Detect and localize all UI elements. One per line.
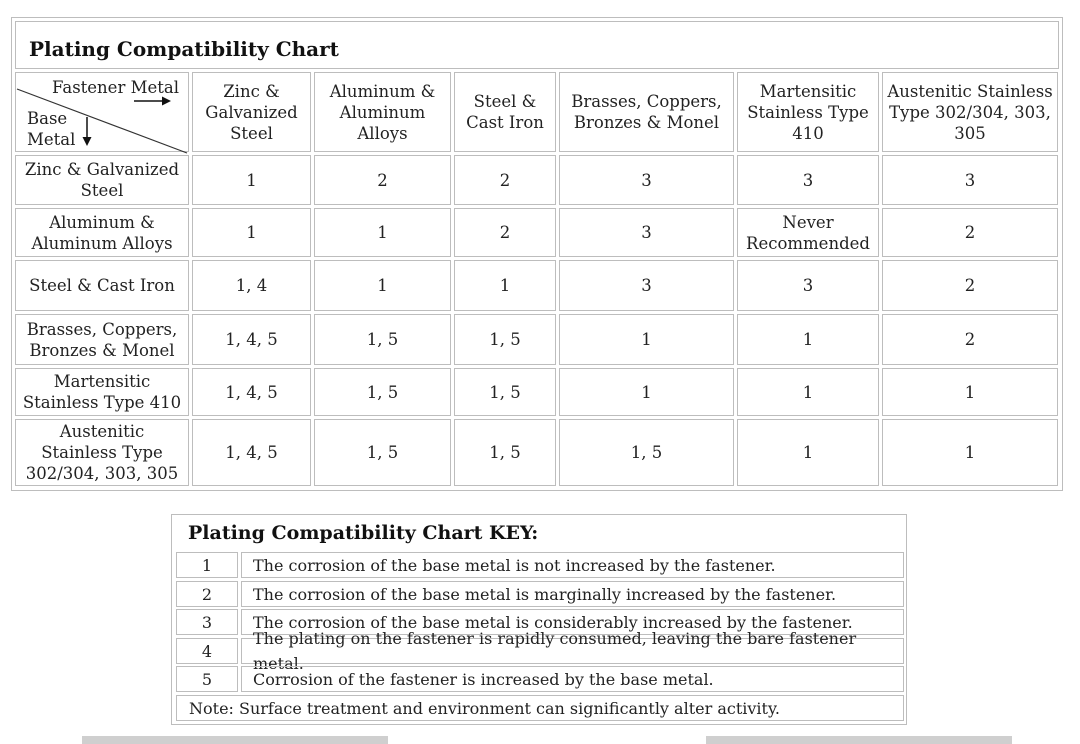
compatibility-value-cell: 1, 5 xyxy=(314,419,451,486)
compatibility-value-cell: 2 xyxy=(314,155,451,205)
key-title: Plating Compatibility Chart KEY: xyxy=(188,522,539,544)
column-header: Brasses, Coppers, Bronzes & Monel xyxy=(559,72,734,152)
compatibility-value-cell: 2 xyxy=(454,208,556,257)
row-header: Brasses, Coppers, Bronzes & Monel xyxy=(15,314,189,365)
compatibility-value-cell: 1, 5 xyxy=(314,368,451,416)
compatibility-value-cell: 1 xyxy=(314,208,451,257)
key-note: Note: Surface treatment and environment can significantly alter activity. xyxy=(176,695,904,721)
row-header: Aluminum & Aluminum Alloys xyxy=(15,208,189,257)
compatibility-value-cell: 1, 5 xyxy=(454,368,556,416)
compatibility-value-cell: 3 xyxy=(737,260,879,311)
base-metal-label-line1: Base xyxy=(27,109,68,128)
key-number: 4 xyxy=(176,638,238,664)
key-description: The corrosion of the base metal is not increased by the fastener. xyxy=(241,552,904,578)
fastener-metal-label: Fastener Metal xyxy=(52,78,179,97)
row-header: Steel & Cast Iron xyxy=(15,260,189,311)
compatibility-value-cell: 1 xyxy=(559,314,734,365)
compatibility-value-cell: 1, 5 xyxy=(454,314,556,365)
row-header: Martensitic Stainless Type 410 xyxy=(15,368,189,416)
base-metal-label-line2: Metal xyxy=(27,130,76,149)
compatibility-value-cell: 1 xyxy=(192,208,311,257)
compatibility-value-cell: 2 xyxy=(882,208,1058,257)
compatibility-value-cell: 1, 5 xyxy=(314,314,451,365)
row-header: Austenitic Stainless Type 302/304, 303, 305 xyxy=(15,419,189,486)
compatibility-value-cell: 1 xyxy=(737,314,879,365)
corner-header-cell xyxy=(15,72,189,152)
column-header: Steel & Cast Iron xyxy=(454,72,556,152)
compatibility-value-cell: 1, 5 xyxy=(559,419,734,486)
compatibility-value-cell: 1 xyxy=(737,419,879,486)
compatibility-value-cell: 1, 5 xyxy=(454,419,556,486)
compatibility-value-cell: 1, 4 xyxy=(192,260,311,311)
compatibility-value-cell: 3 xyxy=(559,155,734,205)
key-description: The corrosion of the base metal is marginally increased by the fastener. xyxy=(241,581,904,607)
down-arrow-icon xyxy=(83,117,92,146)
compatibility-value-cell: 3 xyxy=(882,155,1058,205)
key-number: 2 xyxy=(176,581,238,607)
key-number: 5 xyxy=(176,666,238,692)
compatibility-value-cell: 1, 4, 5 xyxy=(192,419,311,486)
key-description: Corrosion of the fastener is increased by the base metal. xyxy=(241,666,904,692)
chart-title-box xyxy=(15,21,1059,69)
key-number: 1 xyxy=(176,552,238,578)
compatibility-value-cell: 1 xyxy=(314,260,451,311)
key-description: The plating on the fastener is rapidly consumed, leaving the bare fastener metal. xyxy=(241,638,904,664)
column-header: Austenitic Stainless Type 302/304, 303, 305 xyxy=(882,72,1058,152)
compatibility-value-cell: 1, 4, 5 xyxy=(192,368,311,416)
compatibility-value-cell: 1 xyxy=(882,368,1058,416)
row-header: Zinc & Galvanized Steel xyxy=(15,155,189,205)
compatibility-value-cell: 2 xyxy=(882,314,1058,365)
compatibility-value-cell: 2 xyxy=(882,260,1058,311)
compatibility-value-cell: 1 xyxy=(192,155,311,205)
compatibility-value-cell: 1 xyxy=(737,368,879,416)
chart-title: Plating Compatibility Chart xyxy=(29,37,339,61)
compatibility-value-cell: 1 xyxy=(882,419,1058,486)
bottom-shadow-left xyxy=(82,736,388,744)
chart-key xyxy=(171,514,907,725)
compatibility-value-cell: 1 xyxy=(454,260,556,311)
column-header: Zinc & Galvanized Steel xyxy=(192,72,311,152)
compatibility-value-cell: 2 xyxy=(454,155,556,205)
plating-compatibility-chart xyxy=(11,17,1063,491)
key-description: The corrosion of the base metal is considerably increased by the fastener. xyxy=(241,609,904,635)
compatibility-value-cell: 1, 4, 5 xyxy=(192,314,311,365)
compatibility-value-cell: Never Recommended xyxy=(737,208,879,257)
base-metal-label xyxy=(27,108,77,150)
compatibility-value-cell: 3 xyxy=(737,155,879,205)
compatibility-value-cell: 3 xyxy=(559,260,734,311)
bottom-shadow-right xyxy=(706,736,1012,744)
compatibility-value-cell: 3 xyxy=(559,208,734,257)
column-header: Aluminum & Aluminum Alloys xyxy=(314,72,451,152)
key-number: 3 xyxy=(176,609,238,635)
compatibility-value-cell: 1 xyxy=(559,368,734,416)
column-header: Martensitic Stainless Type 410 xyxy=(737,72,879,152)
